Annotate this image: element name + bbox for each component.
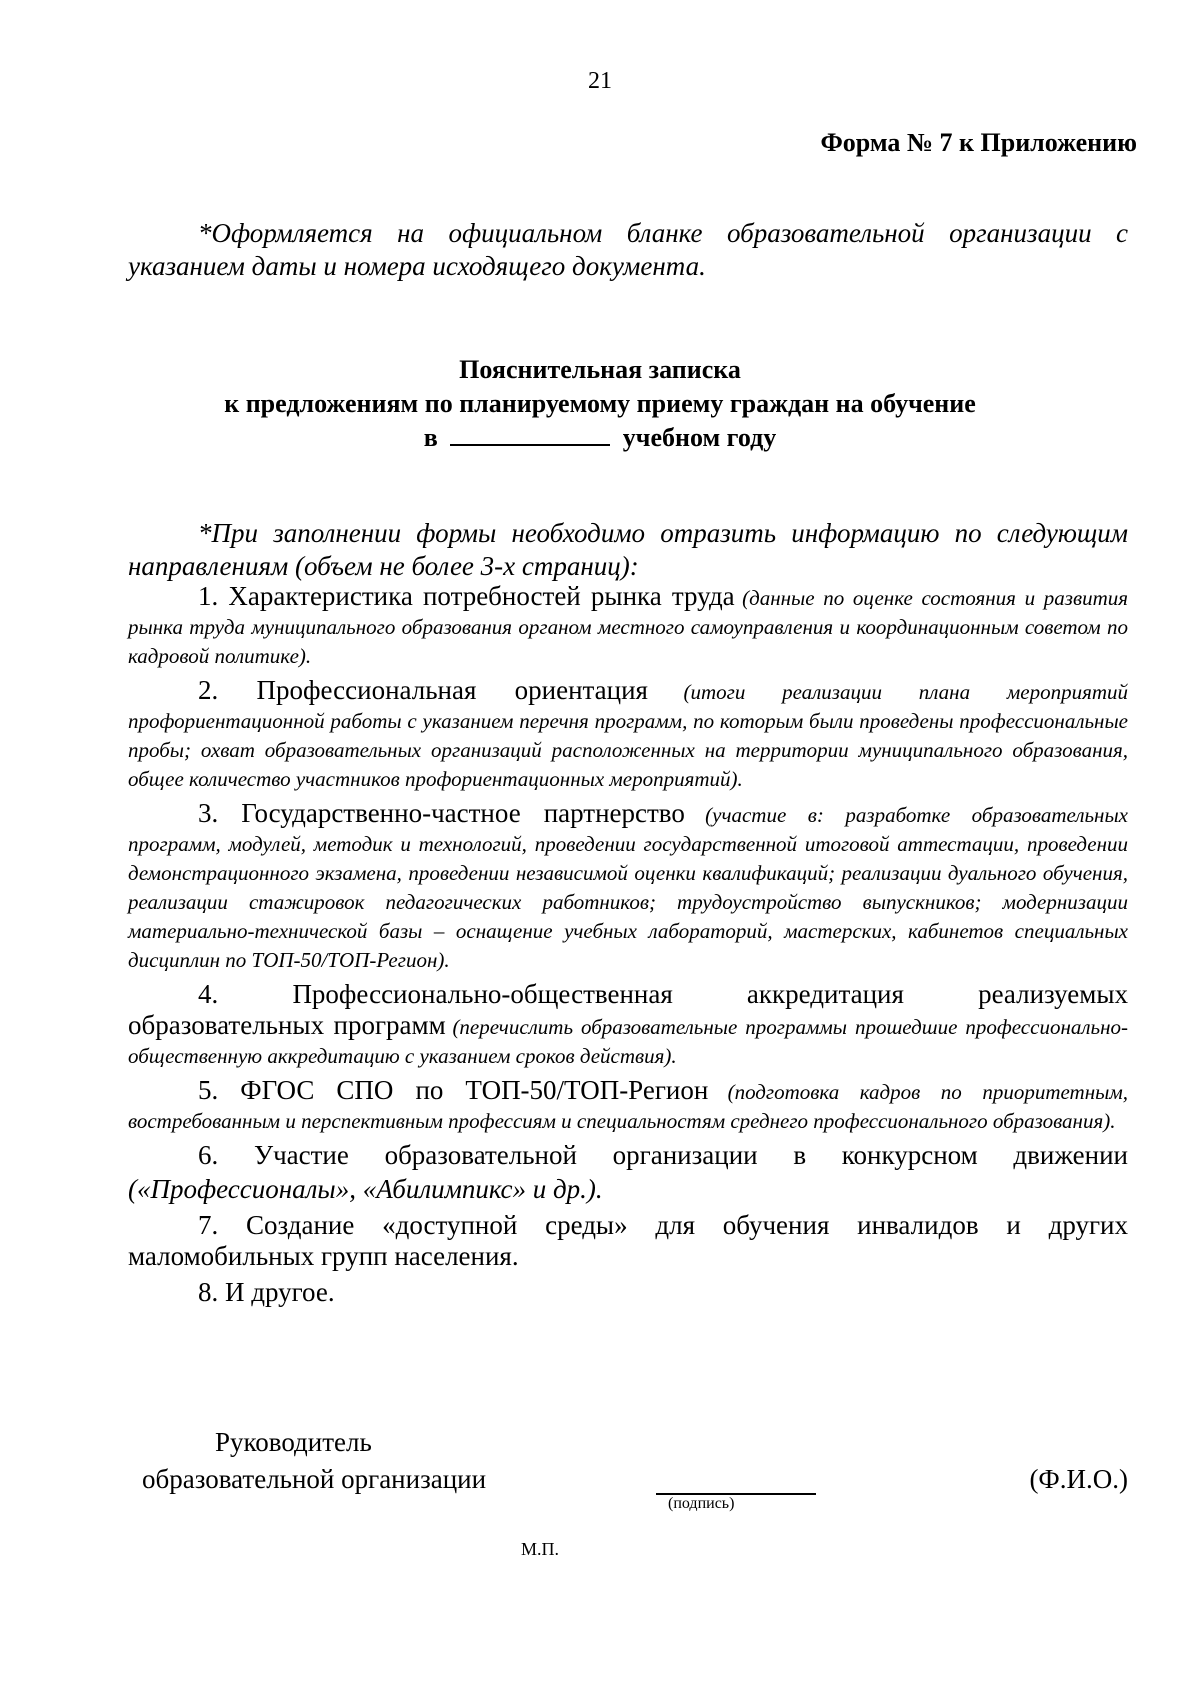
signer-name-placeholder: (Ф.И.О.) <box>1029 1464 1128 1494</box>
item-title: 8. И другое. <box>198 1277 335 1307</box>
list-item <box>128 981 1128 1072</box>
item-title: 5. ФГОС СПО по ТОП-50/ТОП-Регион <box>198 1075 709 1105</box>
item-detail: («Профессионалы», «Абилимпикс» и др.). <box>128 1174 603 1204</box>
item-title: 1. Характеристика потребностей рынка труда <box>198 581 735 611</box>
list-item <box>128 1077 1128 1137</box>
title-line-2: к предложениям по планируемому приему граждан на обучение <box>224 389 976 418</box>
item-detail: (итоги реализации плана мероприятий профориентационной работы с указанием перечня программ, по которым были проведены профессиональные пробы; охват образовательных организаций расположенных на территории муниципального образования, общее количество участников профориентационных мероприятий). <box>128 680 1128 791</box>
item-detail: (подготовка кадров по приоритетным, востребованным и перспективным профессиям и специальностям среднего профессионального образования). <box>128 1080 1128 1133</box>
item-title: 6. Участие образовательной организации в конкурсном движении <box>198 1140 1128 1170</box>
title-year-suffix: учебном году <box>622 423 777 452</box>
list-item <box>128 583 1128 672</box>
document-title <box>0 353 1200 455</box>
list-item <box>128 1142 1128 1207</box>
item-detail: (участие в: разработке образовательных программ, модулей, методик и технологий, проведении государственной итоговой аттестации, проведении демонстрационного экзамена, проведении независимой оценки квалификаций; реализации дуального обучения, реализации стажировок педагогических работников; трудоустройство выпускников; модернизации материально-технической базы – оснащение учебных лабораторий, мастерских, кабинетов специальных дисциплин по ТОП-50/ТОП-Регион). <box>128 803 1128 972</box>
intro-note: *Оформляется на официальном бланке образовательной организации с указанием даты и номера исходящего документа. <box>128 218 1128 281</box>
title-year-prefix: в <box>423 423 438 452</box>
stamp-placeholder: М.П. <box>521 1539 560 1559</box>
title-line-1: Пояснительная записка <box>459 355 741 384</box>
list-item <box>128 1212 1128 1274</box>
items-list <box>128 583 1128 1315</box>
fill-note: *При заполнении формы необходимо отразить информацию по следующим направлениям (объем не более 3-х страниц): <box>128 518 1128 581</box>
list-item <box>128 1279 1128 1310</box>
signer-role-line-2: образовательной организации <box>142 1464 487 1494</box>
item-detail: (данные по оценке состояния и развития рынка труда муниципального образования органом местного самоуправления и координационным советом по кадровой политике). <box>128 586 1128 668</box>
item-title: 7. Создание «доступной среды» для обучения инвалидов и других маломобильных групп населения. <box>128 1210 1128 1271</box>
year-blank-field <box>450 422 610 446</box>
list-item <box>128 800 1128 976</box>
item-title: 4. Профессионально-общественная аккредитация реализуемых образовательных программ <box>128 979 1128 1040</box>
item-detail: (перечислить образовательные программы прошедшие профессионально-общественную аккредитацию с указанием сроков действия). <box>128 1015 1128 1068</box>
list-item <box>128 677 1128 795</box>
item-title: 3. Государственно-частное партнерство <box>198 798 685 828</box>
item-title: 2. Профессиональная ориентация <box>198 675 648 705</box>
signer-role-line-1: Руководитель <box>215 1427 372 1457</box>
signature-caption: (подпись) <box>668 1495 735 1512</box>
page-number: 21 <box>588 68 612 94</box>
title-line-3 <box>0 421 1200 455</box>
form-label: Форма № 7 к Приложению <box>820 128 1137 157</box>
